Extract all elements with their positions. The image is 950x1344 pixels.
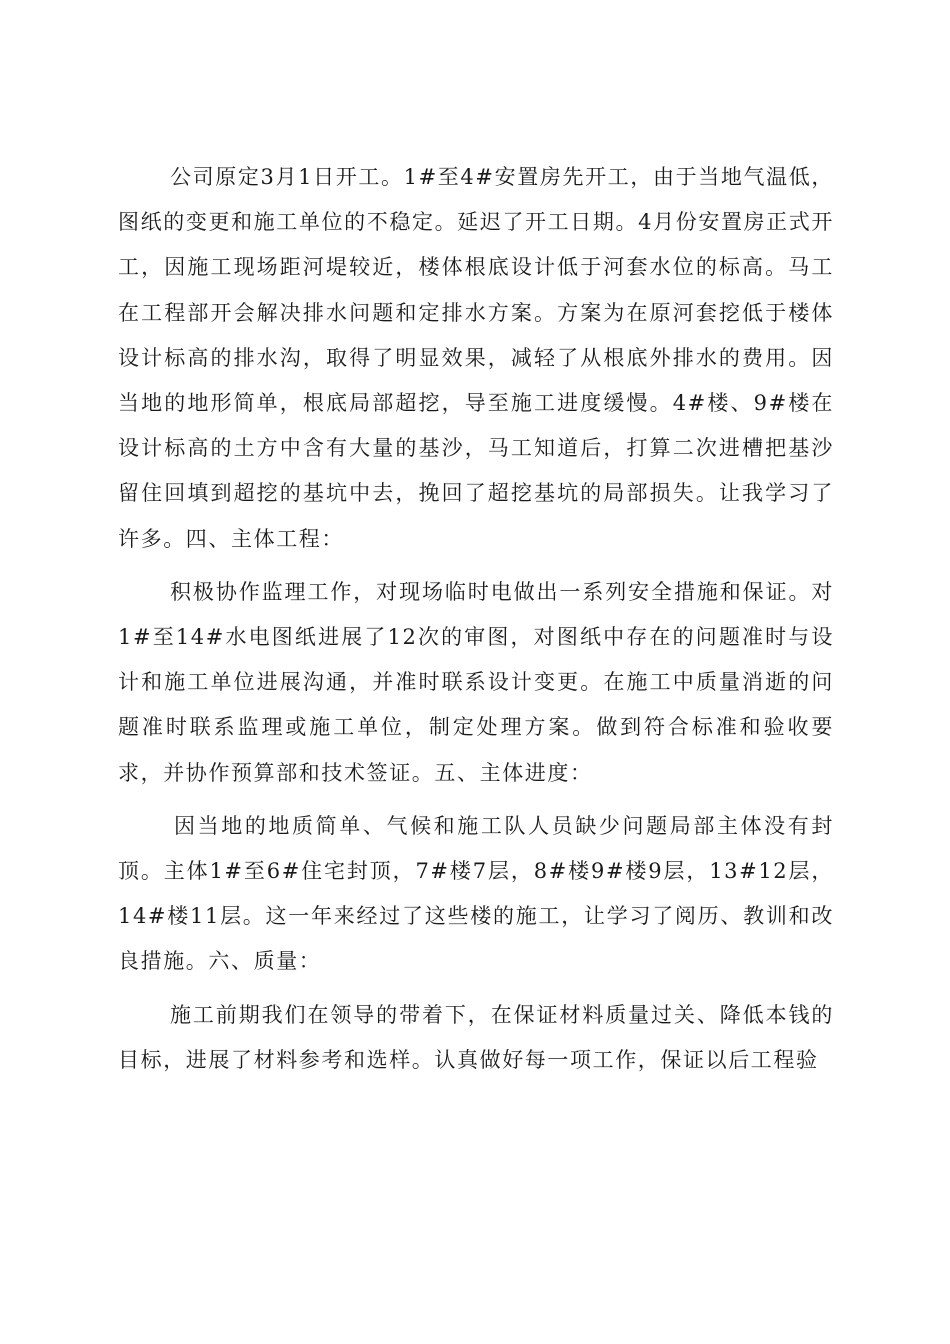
document-body — [118, 155, 834, 1091]
paragraph-4: 施工前期我们在领导的带着下，在保证材料质量过关、降低本钱的目标，进展了材料参考和选样。认真做好每一项工作，保证以后工程验 — [118, 1002, 834, 1072]
paragraph-2: 积极协作监理工作，对现场临时电做出一系列安全措施和保证。对1#至14#水电图纸进展了12次的审图，对图纸中存在的问题准时与设计和施工单位进展沟通，并准时联系设计变更。在施工中质量消逝的问题准时联系监理或施工单位，制定处理方案。做到符合标准和验收要求，并协作预算部和技术签证。五、主体进度： — [118, 579, 834, 785]
paragraph-3: 因当地的地质简单、气候和施工队人员缺少问题局部主体没有封顶。主体1#至6#住宅封顶，7#楼7层，8#楼9#楼9层，13#12层，14#楼11层。这一年来经过了这些楼的施工，让学习了阅历、教训和改良措施。六、质量： — [118, 813, 834, 974]
paragraph-1: 公司原定3月1日开工。1#至4#安置房先开工，由于当地气温低，图纸的变更和施工单位的不稳定。延迟了开工日期。4月份安置房正式开工，因施工现场距河堤较近，楼体根底设计低于河套水位的标高。马工在工程部开会解决排水问题和定排水方案。方案为在原河套挖低于楼体设计标高的排水沟，取得了明显效果，减轻了从根底外排水的费用。因当地的地形简单，根底局部超挖，导至施工进度缓慢。4#楼、9#楼在设计标高的土方中含有大量的基沙，马工知道后，打算二次进槽把基沙留住回填到超挖的基坑中去，挽回了超挖基坑的局部损失。让我学习了许多。四、主体工程： — [118, 165, 834, 551]
